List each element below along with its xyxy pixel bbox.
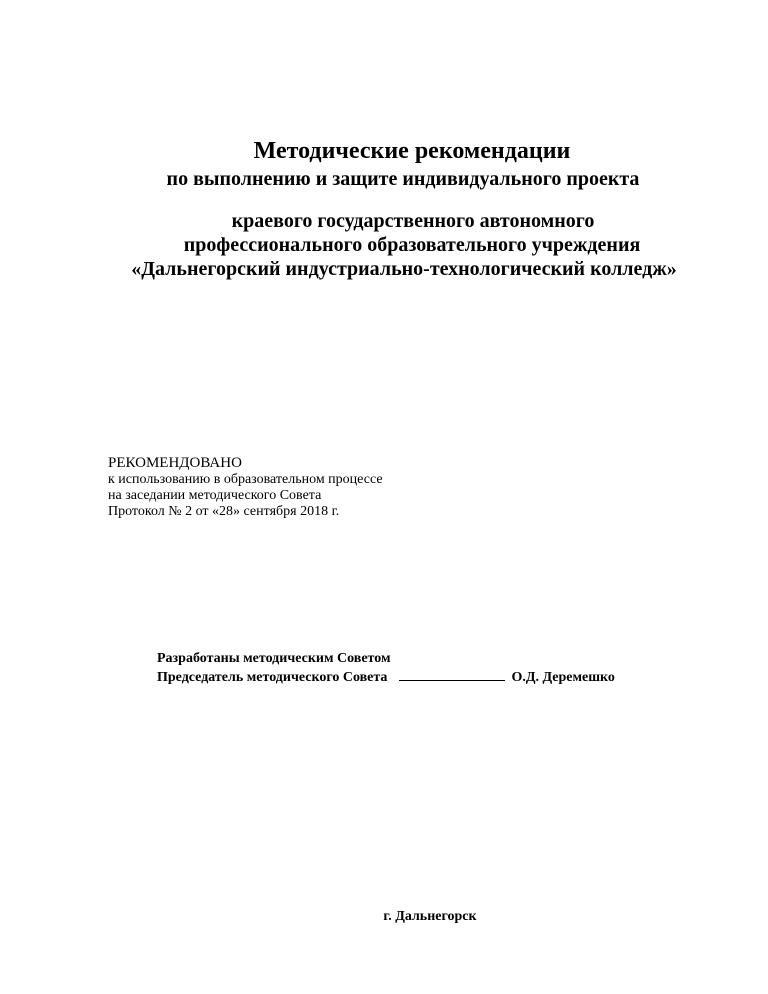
approval-line-2: на заседании методического Совета	[108, 488, 322, 503]
developers-line: Разработаны методическим Советом	[157, 651, 391, 666]
organization-line-1: краевого государственного автономного	[231, 210, 595, 232]
signature-line	[399, 667, 505, 681]
document-title: Методические рекомендации	[253, 138, 571, 164]
approval-block	[108, 454, 383, 520]
city-label: г. Дальнегорск	[383, 909, 477, 924]
chair-name: О.Д. Деремешко	[511, 670, 615, 685]
organization-line-2: профессионального образовательного учреждения	[183, 234, 641, 256]
document-subtitle: по выполнению и защите индивидуального проекта	[166, 168, 640, 190]
organization-line-3: «Дальнегорский индустриально-технологический колледж»	[131, 258, 677, 280]
approval-line-1: к использованию в образовательном процессе	[108, 472, 383, 487]
developers-block	[157, 650, 615, 684]
chair-label: Председатель методического Совета	[157, 670, 388, 685]
approval-protocol-line: Протокол № 2 от «28» сентября 2018 г.	[108, 504, 340, 519]
chair-signature-row	[157, 667, 615, 684]
approval-heading: РЕКОМЕНДОВАНО	[108, 455, 242, 471]
